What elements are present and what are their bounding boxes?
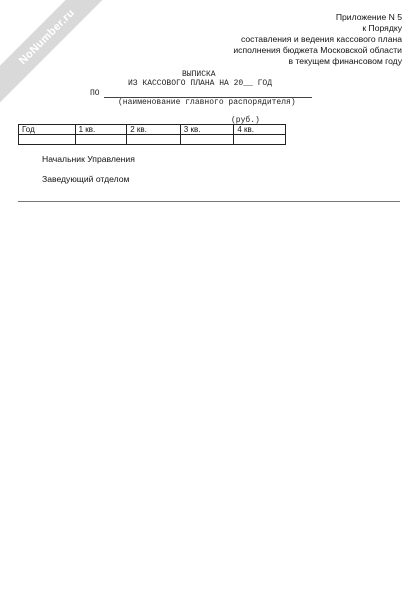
watermark-corner — [0, 0, 120, 120]
table-header-row — [19, 125, 286, 135]
annex-block — [162, 12, 402, 67]
table-header-cell: 1 кв. — [75, 125, 127, 135]
quarter-table — [18, 124, 286, 145]
document-title: ВЫПИСКА — [182, 70, 216, 79]
table-header-cell: 2 кв. — [127, 125, 181, 135]
table-cell — [19, 135, 76, 145]
annex-line: исполнения бюджета Московской области — [233, 45, 402, 55]
annex-line: к Порядку — [362, 23, 402, 33]
table-cell — [75, 135, 127, 145]
watermark-ribbon: NoNumber.ru — [0, 0, 116, 106]
table-cell — [234, 135, 286, 145]
table-cell — [127, 135, 181, 145]
units-label: (руб.) — [231, 116, 260, 125]
document-subtitle: ИЗ КАССОВОГО ПЛАНА НА 20__ ГОД — [128, 79, 273, 88]
annex-line: Приложение N 5 — [335, 12, 402, 22]
po-label: ПО — [90, 89, 100, 98]
table-header-cell: 4 кв. — [234, 125, 286, 135]
po-caption: (наименование главного распорядителя) — [118, 98, 296, 107]
signature-head: Начальник Управления — [42, 154, 135, 164]
table-header-cell: Год — [19, 125, 76, 135]
bottom-divider — [18, 201, 400, 202]
table-cell — [180, 135, 234, 145]
annex-line: в текущем финансовом году — [288, 56, 402, 66]
annex-line: составления и ведения кассового плана — [241, 34, 402, 44]
signature-dept: Заведующий отделом — [42, 174, 130, 184]
table-header-cell: 3 кв. — [180, 125, 234, 135]
table-row — [19, 135, 286, 145]
